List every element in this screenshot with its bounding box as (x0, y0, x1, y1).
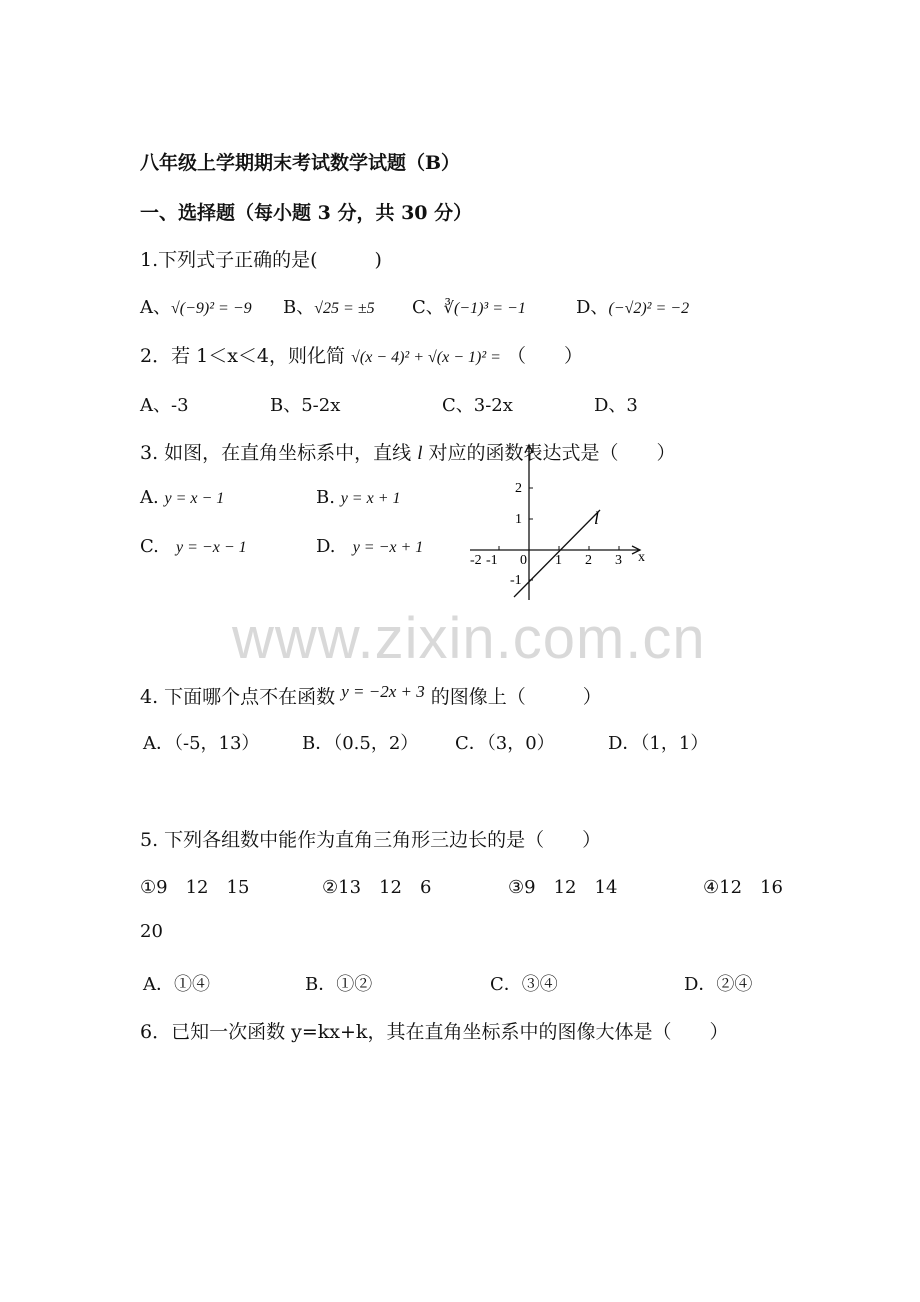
question-4-option-d: D．（1，1） (608, 733, 709, 754)
option-label: B、 (283, 297, 315, 318)
question-3-option-b (316, 487, 400, 508)
option-expr: y = −x − 1 (176, 539, 247, 556)
stem-text: 4. 下面哪个点不在函数 (140, 686, 336, 708)
question-5-option-c: C．③④ (490, 974, 558, 995)
question-5-group-2: ②13 12 6 (322, 877, 432, 898)
y-tick-label: -1 (510, 573, 522, 588)
x-axis-label: x (638, 550, 645, 565)
question-1-stem: 1.下列式子正确的是( ) (140, 249, 382, 271)
coordinate-graph (462, 440, 662, 605)
question-5-group-1: ①9 12 15 (140, 877, 250, 898)
option-expr: √(−9)² = −9 (171, 300, 252, 317)
y-tick-label: 1 (515, 512, 522, 527)
option-expr: y = x − 1 (164, 490, 225, 507)
question-5-group-4: ④12 16 (703, 877, 783, 898)
stem-line-name: l (417, 443, 423, 464)
x-tick-label: 3 (615, 553, 622, 568)
question-3-option-c (140, 536, 247, 557)
question-5-option-a: A．①④ (143, 974, 210, 995)
exam-title: 八年级上学期期末考试数学试题（B） (140, 152, 461, 174)
question-2-option-c: C、3-2x (442, 395, 513, 416)
option-label: D、 (576, 297, 609, 318)
question-2-option-b: B、5-2x (270, 395, 341, 416)
question-5-group-3: ③9 12 14 (508, 877, 618, 898)
question-4-option-c: C．（3，0） (455, 733, 555, 754)
line-label: l (594, 508, 600, 528)
question-4-stem (140, 682, 602, 709)
x-tick-label: -2 (470, 553, 482, 568)
section-heading: 一、选择题（每小题 3 分，共 30 分） (140, 202, 473, 224)
question-5-group-4-continued: 20 (140, 921, 163, 942)
watermark: www.zixin.com.cn (232, 606, 706, 671)
stem-text: 2．若 1＜x＜4，则化简 (140, 345, 346, 367)
stem-expr: √(x − 4)² + √(x − 1)² = (351, 349, 501, 366)
question-5-stem: 5. 下列各组数中能作为直角三角形三边长的是（ ） (140, 829, 602, 851)
option-label: B. (316, 487, 335, 508)
option-label: A、 (140, 297, 171, 318)
question-1-option-a (140, 293, 252, 319)
question-6-stem: 6．已知一次函数 y=kx+k，其在直角坐标系中的图像大体是（ ） (140, 1021, 729, 1043)
option-label: C、 (412, 297, 444, 318)
x-tick-label: 2 (585, 553, 592, 568)
question-3-option-a (140, 487, 224, 508)
stem-text-end: 的图像上（ ） (430, 686, 602, 708)
option-expr: √25 = ±5 (314, 300, 375, 317)
question-1-option-b (283, 293, 375, 319)
x-tick-label: 1 (555, 553, 562, 568)
stem-paren: （ ） (506, 345, 583, 367)
x-tick-label: 0 (520, 553, 527, 568)
question-2-stem (140, 341, 583, 368)
option-expr: (−√2)² = −2 (608, 300, 690, 317)
option-label: A. (140, 487, 159, 508)
option-label: D. (316, 536, 336, 557)
question-5-option-d: D．②④ (684, 974, 753, 995)
x-tick-label: -1 (486, 553, 498, 568)
question-2-option-a: A、-3 (140, 395, 189, 416)
question-1-option-d (576, 293, 689, 319)
question-3-option-d (316, 536, 423, 557)
option-expr: y = x + 1 (340, 490, 401, 507)
question-5-option-b: B．①② (305, 974, 373, 995)
option-expr: ∛(−1)³ = −1 (443, 300, 526, 317)
option-label: C. (140, 536, 159, 557)
option-expr: y = −x + 1 (352, 539, 424, 556)
stem-text: 3. 如图，在直角坐标系中，直线 (140, 442, 412, 464)
question-4-option-b: B．（0.5，2） (302, 733, 419, 754)
y-tick-label: 2 (515, 481, 522, 496)
stem-text-end: 对应的函数表达式是（ ） (428, 442, 676, 464)
question-1-option-c (412, 293, 526, 319)
stem-expr: y = −2x + 3 (341, 682, 425, 701)
question-2-option-d: D、3 (594, 395, 638, 416)
question-4-option-a: A．（-5，13） (143, 733, 260, 754)
